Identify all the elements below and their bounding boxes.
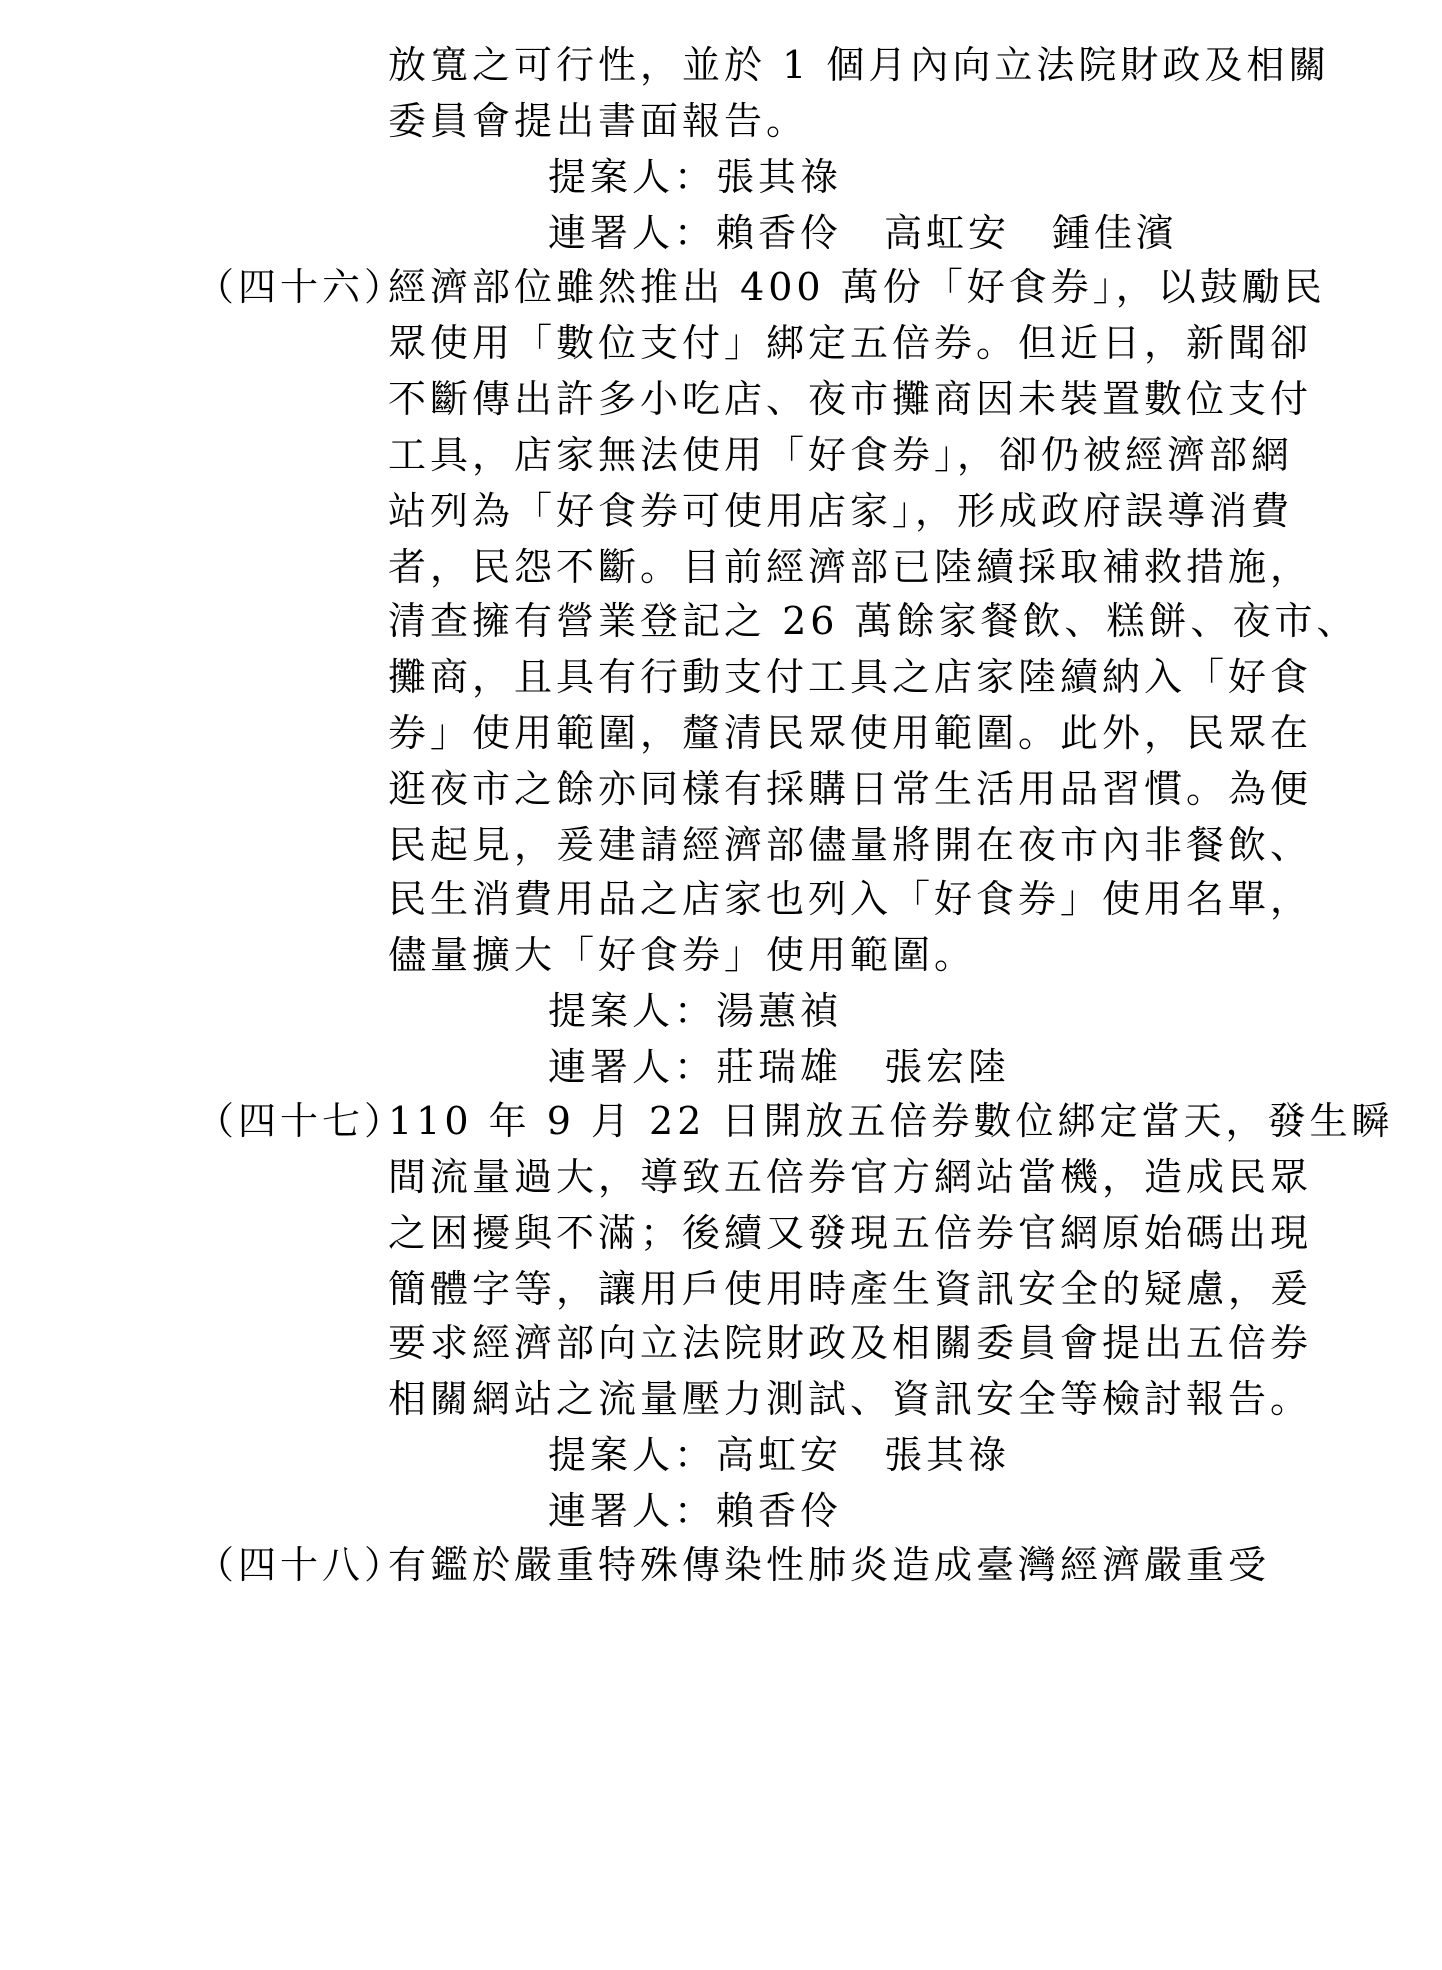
paragraph-line: 站列為「好食券可使用店家」，形成政府誤導消費 — [388, 489, 1294, 533]
paragraph-line: 放寬之可行性，並於 1 個月內向立法院財政及相關 — [388, 43, 1331, 87]
paragraph-line: 者，民怨不斷。目前經濟部已陸續採取補救措施， — [388, 545, 1313, 589]
cosigner-line: 連署人：賴香伶 高虹安 鍾佳濱 — [548, 211, 1179, 255]
paragraph-line: 間流量過大，導致五倍券官方網站當機，造成民眾 — [388, 1155, 1313, 1199]
paragraph-line: 之困擾與不滿；後續又發現五倍券官網原始碼出現 — [388, 1211, 1313, 1255]
paragraph-line: 眾使用「數位支付」綁定五倍券。但近日，新聞卻 — [388, 321, 1313, 365]
paragraph-line: 110 年 9 月 22 日開放五倍券數位綁定當天，發生瞬 — [388, 1099, 1394, 1143]
paragraph-line: 不斷傳出許多小吃店、夜市攤商因未裝置數位支付 — [388, 377, 1313, 421]
cosigner-line: 連署人：莊瑞雄 張宏陸 — [548, 1045, 1011, 1089]
paragraph-line: 要求經濟部向立法院財政及相關委員會提出五倍券 — [388, 1321, 1313, 1365]
paragraph-line: 民起見，爰建請經濟部儘量將開在夜市內非餐飲、 — [388, 823, 1313, 867]
paragraph-line: 簡體字等，讓用戶使用時產生資訊安全的疑慮，爰 — [388, 1267, 1313, 1311]
paragraph-line: 委員會提出書面報告。 — [388, 99, 809, 143]
item-47-number: （四十七） — [196, 1099, 407, 1143]
paragraph-line: 民生消費用品之店家也列入「好食券」使用名單， — [388, 877, 1313, 921]
paragraph-line: 券」使用範圍，釐清民眾使用範圍。此外，民眾在 — [388, 711, 1313, 755]
paragraph-line: 經濟部位雖然推出 400 萬份「好食券」，以鼓勵民 — [388, 265, 1326, 309]
paragraph-line: 攤商，且具有行動支付工具之店家陸續納入「好食 — [388, 655, 1313, 699]
item-46-number: （四十六） — [196, 265, 407, 309]
proposer-line: 提案人：高虹安 張其祿 — [548, 1433, 1011, 1477]
paragraph-line: 工具，店家無法使用「好食券」，卻仍被經濟部網 — [388, 433, 1294, 477]
item-48-number: （四十八） — [196, 1543, 407, 1587]
paragraph-line: 相關網站之流量壓力測試、資訊安全等檢討報告。 — [388, 1377, 1313, 1421]
paragraph-line: 清查擁有營業登記之 26 萬餘家餐飲、糕餅、夜市、 — [388, 599, 1359, 643]
proposer-line: 提案人：湯蕙禎 — [548, 989, 843, 1033]
cosigner-line: 連署人：賴香伶 — [548, 1489, 843, 1533]
paragraph-line: 逛夜市之餘亦同樣有採購日常生活用品習慣。為便 — [388, 767, 1313, 811]
paragraph-line: 儘量擴大「好食券」使用範圍。 — [388, 933, 977, 977]
proposer-line: 提案人：張其祿 — [548, 155, 843, 199]
paragraph-line: 有鑑於嚴重特殊傳染性肺炎造成臺灣經濟嚴重受 — [388, 1543, 1271, 1587]
